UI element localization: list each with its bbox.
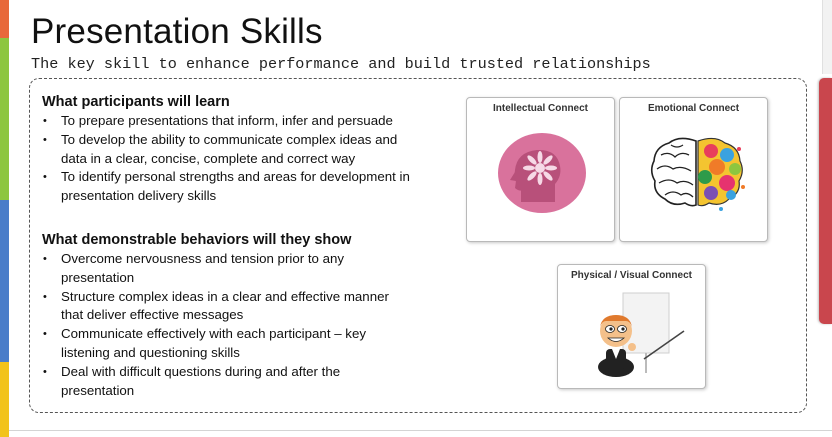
list-item: • To identify personal strengths and areas for development in presentation delivery skills — [42, 168, 412, 206]
list-item: • Communicate effectively with each participant – key listening and questioning skills — [42, 325, 412, 363]
behaviors-heading: What demonstrable behaviors will they show — [42, 232, 352, 248]
strip-blue — [0, 200, 9, 362]
card-label: Intellectual Connect — [492, 103, 588, 114]
emotional-connect-card — [619, 97, 768, 242]
head-flower-icon — [497, 132, 587, 214]
card-label: Emotional Connect — [647, 103, 740, 114]
physical-visual-connect-card — [557, 264, 706, 389]
list-item: • To prepare presentations that inform, infer and persuade — [42, 112, 412, 131]
card-label: Physical / Visual Connect — [571, 270, 692, 281]
learn-heading: What participants will learn — [42, 94, 230, 110]
next-slide-edge — [822, 0, 832, 74]
slide-title: Presentation Skills — [31, 12, 323, 51]
slide-bottom-border — [9, 430, 832, 431]
left-color-strip — [0, 0, 9, 437]
behaviors-list — [42, 250, 412, 400]
list-item: • To develop the ability to communicate complex ideas and data in a clear, concise, complete and correct way — [42, 131, 412, 169]
colorful-brain-icon — [649, 133, 745, 215]
list-item: • Deal with difficult questions during and after the presentation — [42, 363, 412, 401]
right-accent-tab — [819, 78, 832, 324]
list-item: • Overcome nervousness and tension prior to any presentation — [42, 250, 412, 288]
learn-list — [42, 112, 412, 206]
slide-subtitle: The key skill to enhance performance and build trusted relationships — [31, 55, 651, 73]
intellectual-connect-card — [466, 97, 615, 242]
list-item: • Structure complex ideas in a clear and effective manner that deliver effective messages — [42, 288, 412, 326]
strip-orange — [0, 0, 9, 38]
strip-green — [0, 38, 9, 200]
presenter-cartoon-icon — [586, 287, 686, 379]
strip-yellow — [0, 362, 9, 437]
